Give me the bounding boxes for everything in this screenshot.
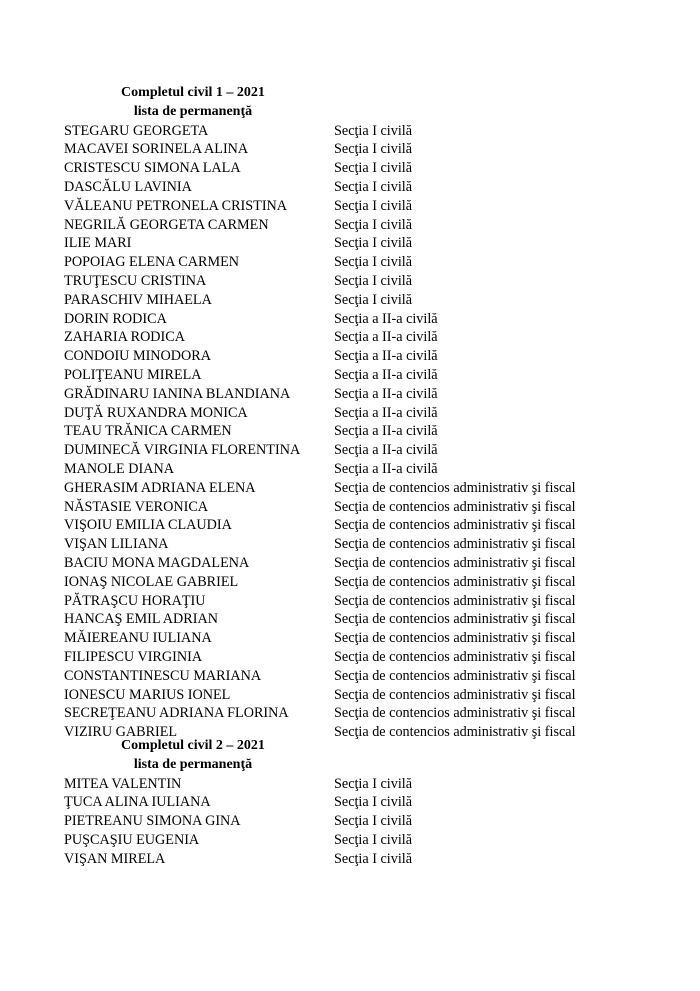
roster-row: [0, 178, 700, 197]
roster-row: [0, 850, 700, 869]
judge-name: VĂLEANU PETRONELA CRISTINA: [64, 197, 288, 214]
court-section: Secţia a II-a civilă: [334, 348, 438, 365]
roster-row: [0, 140, 700, 159]
court-section: Secţia I civilă: [334, 160, 412, 177]
court-section: Secţia I civilă: [334, 178, 412, 195]
roster-row: [0, 291, 700, 310]
judge-name: ŢUCA ALINA IULIANA: [64, 794, 211, 811]
roster-row: [0, 554, 700, 573]
court-section: Secţia de contencios administrativ şi fiscal: [334, 648, 576, 665]
court-section: Secţia de contencios administrativ şi fiscal: [334, 517, 576, 534]
roster-row: [0, 328, 700, 347]
judge-name: DUŢĂ RUXANDRA MONICA: [64, 404, 248, 421]
judge-name: TEAU TRĂNICA CARMEN: [64, 423, 232, 440]
roster-row: [0, 234, 700, 253]
judge-name: PARASCHIV MIHAELA: [64, 291, 212, 308]
roster-row: [0, 479, 700, 498]
judge-name: POLIŢEANU MIRELA: [64, 366, 202, 383]
judge-name: MANOLE DIANA: [64, 460, 174, 477]
judge-name: VIZIRU GABRIEL: [64, 724, 178, 741]
court-section: Secţia a II-a civilă: [334, 460, 438, 477]
roster-row: [0, 159, 700, 178]
block-title: Completul civil 1 – 2021: [121, 85, 265, 100]
judge-name: STEGARU GEORGETA: [64, 122, 209, 139]
roster-row: [0, 197, 700, 216]
court-section: Secţia de contencios administrativ şi fiscal: [334, 554, 576, 571]
judge-name: DORIN RODICA: [64, 310, 167, 327]
block-subtitle: lista de permanenţă: [133, 103, 253, 119]
court-section: Secţia I civilă: [334, 254, 412, 271]
roster-row: [0, 516, 700, 535]
judge-name: TRUŢESCU CRISTINA: [64, 272, 207, 289]
court-section: Secţia I civilă: [334, 235, 412, 252]
roster-block-2: [0, 737, 700, 869]
judge-name: VIŞOIU EMILIA CLAUDIA: [64, 517, 232, 534]
court-section: Secţia de contencios administrativ şi fiscal: [334, 667, 576, 684]
roster-row: [0, 812, 700, 831]
roster-row: [0, 629, 700, 648]
court-section: Secţia a II-a civilă: [334, 366, 438, 383]
judge-name: PIETREANU SIMONA GINA: [64, 813, 241, 830]
court-section: Secţia I civilă: [334, 813, 412, 830]
roster-row: [0, 793, 700, 812]
judge-name: ILIE MARI: [64, 235, 132, 252]
roster-row: [0, 347, 700, 366]
judge-name: CONSTANTINESCU MARIANA: [64, 667, 262, 684]
roster-row: [0, 592, 700, 611]
roster-row: [0, 422, 700, 441]
judge-name: POPOIAG ELENA CARMEN: [64, 254, 239, 271]
judge-name: NĂSTASIE VERONICA: [64, 498, 209, 515]
court-section: Secţia a II-a civilă: [334, 423, 438, 440]
judge-name: IONAŞ NICOLAE GABRIEL: [64, 573, 239, 590]
roster-list: [0, 775, 700, 869]
court-section: Secţia de contencios administrativ şi fiscal: [334, 724, 576, 741]
judge-name: BACIU MONA MAGDALENA: [64, 554, 250, 571]
court-section: Secţia I civilă: [334, 141, 412, 158]
judge-name: ZAHARIA RODICA: [64, 329, 185, 346]
judge-name: CRISTESCU SIMONA LALA: [64, 160, 241, 177]
roster-row: [0, 253, 700, 272]
judge-name: NEGRILĂ GEORGETA CARMEN: [64, 216, 269, 233]
court-section: Secţia a II-a civilă: [334, 329, 438, 346]
judge-name: IONESCU MARIUS IONEL: [64, 686, 231, 703]
court-section: Secţia I civilă: [334, 831, 412, 848]
court-section: Secţia I civilă: [334, 794, 412, 811]
roster-row: [0, 441, 700, 460]
roster-block-1: [0, 84, 700, 742]
court-section: Secţia de contencios administrativ şi fiscal: [334, 592, 576, 609]
court-section: Secţia a II-a civilă: [334, 385, 438, 402]
judge-name: MĂIEREANU IULIANA: [64, 630, 212, 647]
judge-name: VIŞAN MIRELA: [64, 850, 166, 867]
judge-name: VIŞAN LILIANA: [64, 536, 169, 553]
roster-row: [0, 460, 700, 479]
roster-row: [0, 704, 700, 723]
roster-row: [0, 775, 700, 794]
judge-name: SECREŢEANU ADRIANA FLORINA: [64, 705, 289, 722]
roster-row: [0, 310, 700, 329]
roster-row: [0, 667, 700, 686]
judge-name: GRĂDINARU IANINA BLANDIANA: [64, 385, 291, 402]
judge-name: GHERASIM ADRIANA ELENA: [64, 479, 256, 496]
roster-row: [0, 404, 700, 423]
court-section: Secţia I civilă: [334, 775, 412, 792]
roster-row: [0, 385, 700, 404]
court-section: Secţia de contencios administrativ şi fiscal: [334, 498, 576, 515]
judge-name: MACAVEI SORINELA ALINA: [64, 141, 249, 158]
court-section: Secţia I civilă: [334, 122, 412, 139]
court-section: Secţia de contencios administrativ şi fiscal: [334, 705, 576, 722]
roster-row: [0, 498, 700, 517]
court-section: Secţia a II-a civilă: [334, 442, 438, 459]
roster-row: [0, 648, 700, 667]
court-section: Secţia I civilă: [334, 291, 412, 308]
judge-name: DASCĂLU LAVINIA: [64, 178, 192, 195]
roster-row: [0, 216, 700, 235]
roster-row: [0, 573, 700, 592]
court-section: Secţia I civilă: [334, 216, 412, 233]
roster-row: [0, 831, 700, 850]
court-section: Secţia I civilă: [334, 272, 412, 289]
judge-name: PUŞCAŞIU EUGENIA: [64, 831, 200, 848]
judge-name: FILIPESCU VIRGINIA: [64, 648, 203, 665]
court-section: Secţia de contencios administrativ şi fiscal: [334, 536, 576, 553]
court-section: Secţia I civilă: [334, 197, 412, 214]
roster-row: [0, 366, 700, 385]
court-section: Secţia de contencios administrativ şi fiscal: [334, 479, 576, 496]
court-section: Secţia a II-a civilă: [334, 404, 438, 421]
roster-row: [0, 610, 700, 629]
judge-name: CONDOIU MINODORA: [64, 348, 211, 365]
court-section: Secţia de contencios administrativ şi fiscal: [334, 573, 576, 590]
judge-name: MITEA VALENTIN: [64, 775, 182, 792]
block-subtitle: lista de permanenţă: [133, 756, 253, 772]
roster-row: [0, 122, 700, 141]
judge-name: DUMINECĂ VIRGINIA FLORENTINA: [64, 442, 301, 459]
block-title: Completul civil 2 – 2021: [121, 738, 265, 753]
court-section: Secţia I civilă: [334, 850, 412, 867]
judge-name: PĂTRAŞCU HORAŢIU: [64, 592, 206, 609]
court-section: Secţia de contencios administrativ şi fiscal: [334, 630, 576, 647]
roster-list: [0, 122, 700, 742]
court-section: Secţia a II-a civilă: [334, 310, 438, 327]
court-section: Secţia de contencios administrativ şi fiscal: [334, 611, 576, 628]
roster-row: [0, 686, 700, 705]
roster-row: [0, 272, 700, 291]
roster-row: [0, 535, 700, 554]
judge-name: HANCAŞ EMIL ADRIAN: [64, 611, 218, 628]
court-section: Secţia de contencios administrativ şi fiscal: [334, 686, 576, 703]
